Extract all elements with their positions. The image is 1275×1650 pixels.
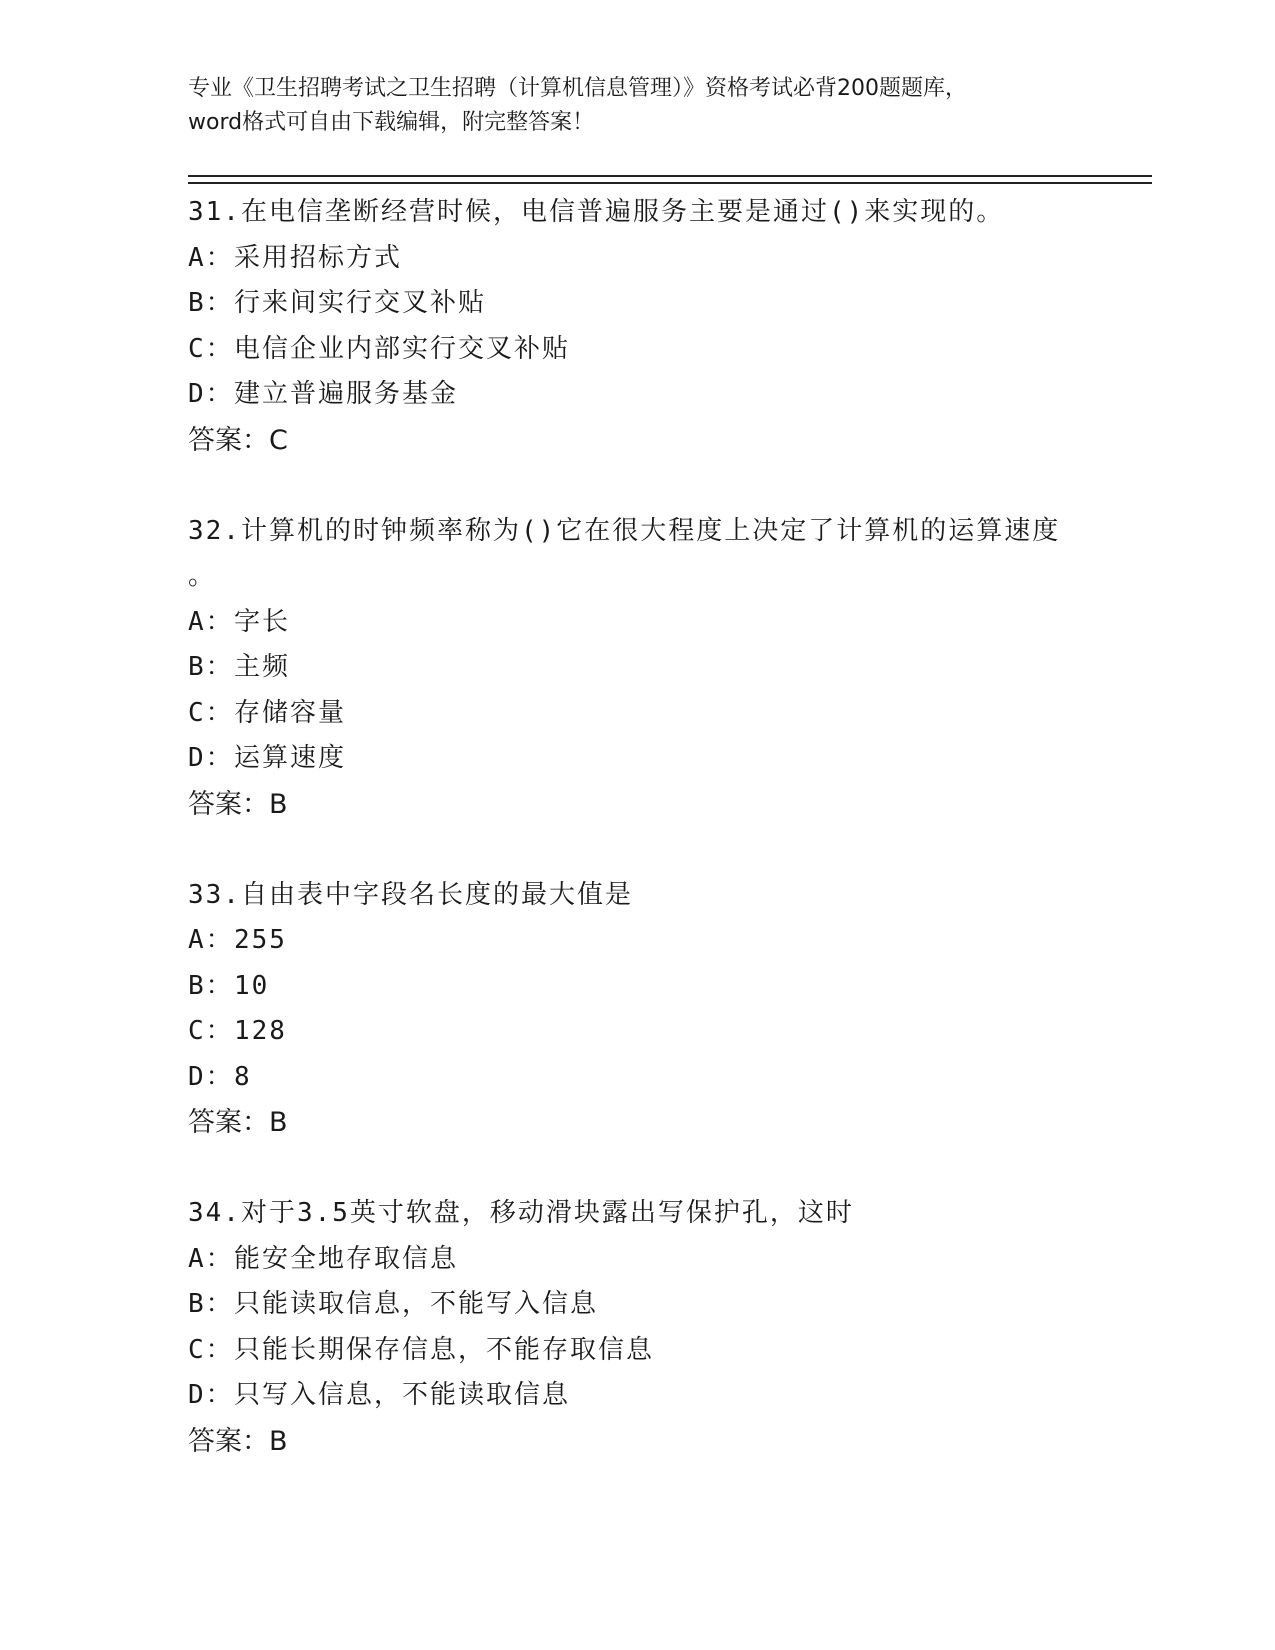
option-row [188,1328,1152,1374]
question-stem: 34.对于3.5英寸软盘，移动滑块露出写保护孔，这时 [188,1198,854,1228]
question-stem: 31.在电信垄断经营时候，电信普遍服务主要是通过()来实现的。 [188,197,1005,227]
option-key: D： [188,743,234,773]
option-row [188,691,1152,737]
option-row [188,1282,1152,1328]
option-key: D： [188,379,234,409]
option-text: 只写入信息，不能读取信息 [234,1380,571,1410]
question-stem: 。 [188,561,217,591]
option-text: 电信企业内部实行交叉补贴 [234,333,571,364]
option-key: A： [188,606,234,637]
option-text: 字长 [234,606,291,637]
option-text: 运算速度 [234,743,347,773]
option-key: B： [188,1289,234,1319]
option-key: B： [188,288,234,318]
option-key: C： [188,333,234,364]
option-text: 建立普遍服务基金 [234,379,459,409]
option-row [188,964,1152,1010]
option-row [188,645,1152,691]
option-row [188,1373,1152,1419]
option-key: C： [188,697,234,728]
document-header [188,72,1088,140]
option-row [188,918,1152,964]
question-spacer [188,463,1152,509]
option-row [188,1055,1152,1101]
answer-line: 答案：B [188,1107,288,1138]
header-line-2: word格式可自由下载编辑，附完整答案！ [188,110,595,135]
question-stem: 33.自由表中字段名长度的最大值是 [188,879,633,910]
option-key: D： [188,1380,234,1410]
option-row [188,600,1152,646]
option-text: 128 [234,1016,287,1046]
option-row [188,327,1152,373]
option-text: 主频 [234,652,291,682]
option-row [188,372,1152,418]
option-row [188,281,1152,327]
option-text: 行来间实行交叉补贴 [234,288,487,318]
option-row [188,736,1152,782]
option-key: D： [188,1061,234,1092]
option-key: A： [188,242,234,273]
header-divider-top [188,175,1152,177]
question-block [188,1191,1152,1464]
question-spacer [188,1146,1152,1192]
option-row [188,1237,1152,1283]
option-key: B： [188,970,234,1001]
question-list [188,190,1152,1464]
option-text: 存储容量 [234,697,347,728]
answer-line: 答案：B [188,1425,288,1457]
option-key: A： [188,1243,234,1274]
question-block [188,190,1152,463]
question-block [188,509,1152,828]
option-text: 采用招标方式 [234,242,403,273]
option-text: 8 [234,1061,252,1092]
option-key: C： [188,1016,234,1046]
option-key: A： [188,925,234,955]
answer-line: 答案：C [188,424,288,456]
question-stem: 32.计算机的时钟频率称为()它在很大程度上决定了计算机的运算速度 [188,515,1061,546]
option-text: 255 [234,925,287,955]
question-block [188,873,1152,1146]
header-line-1: 专业《卫生招聘考试之卫生招聘（计算机信息管理）》资格考试必背200题题库， [188,76,967,101]
option-key: B： [188,652,234,682]
header-divider-bottom [188,182,1152,184]
option-text: 只能长期保存信息，不能存取信息 [234,1334,655,1365]
option-row [188,1009,1152,1055]
option-text: 只能读取信息，不能写入信息 [234,1289,599,1319]
answer-line: 答案：B [188,788,288,820]
option-key: C： [188,1334,234,1365]
question-spacer [188,827,1152,873]
option-text: 10 [234,970,270,1001]
option-text: 能安全地存取信息 [234,1243,459,1274]
option-row [188,236,1152,282]
